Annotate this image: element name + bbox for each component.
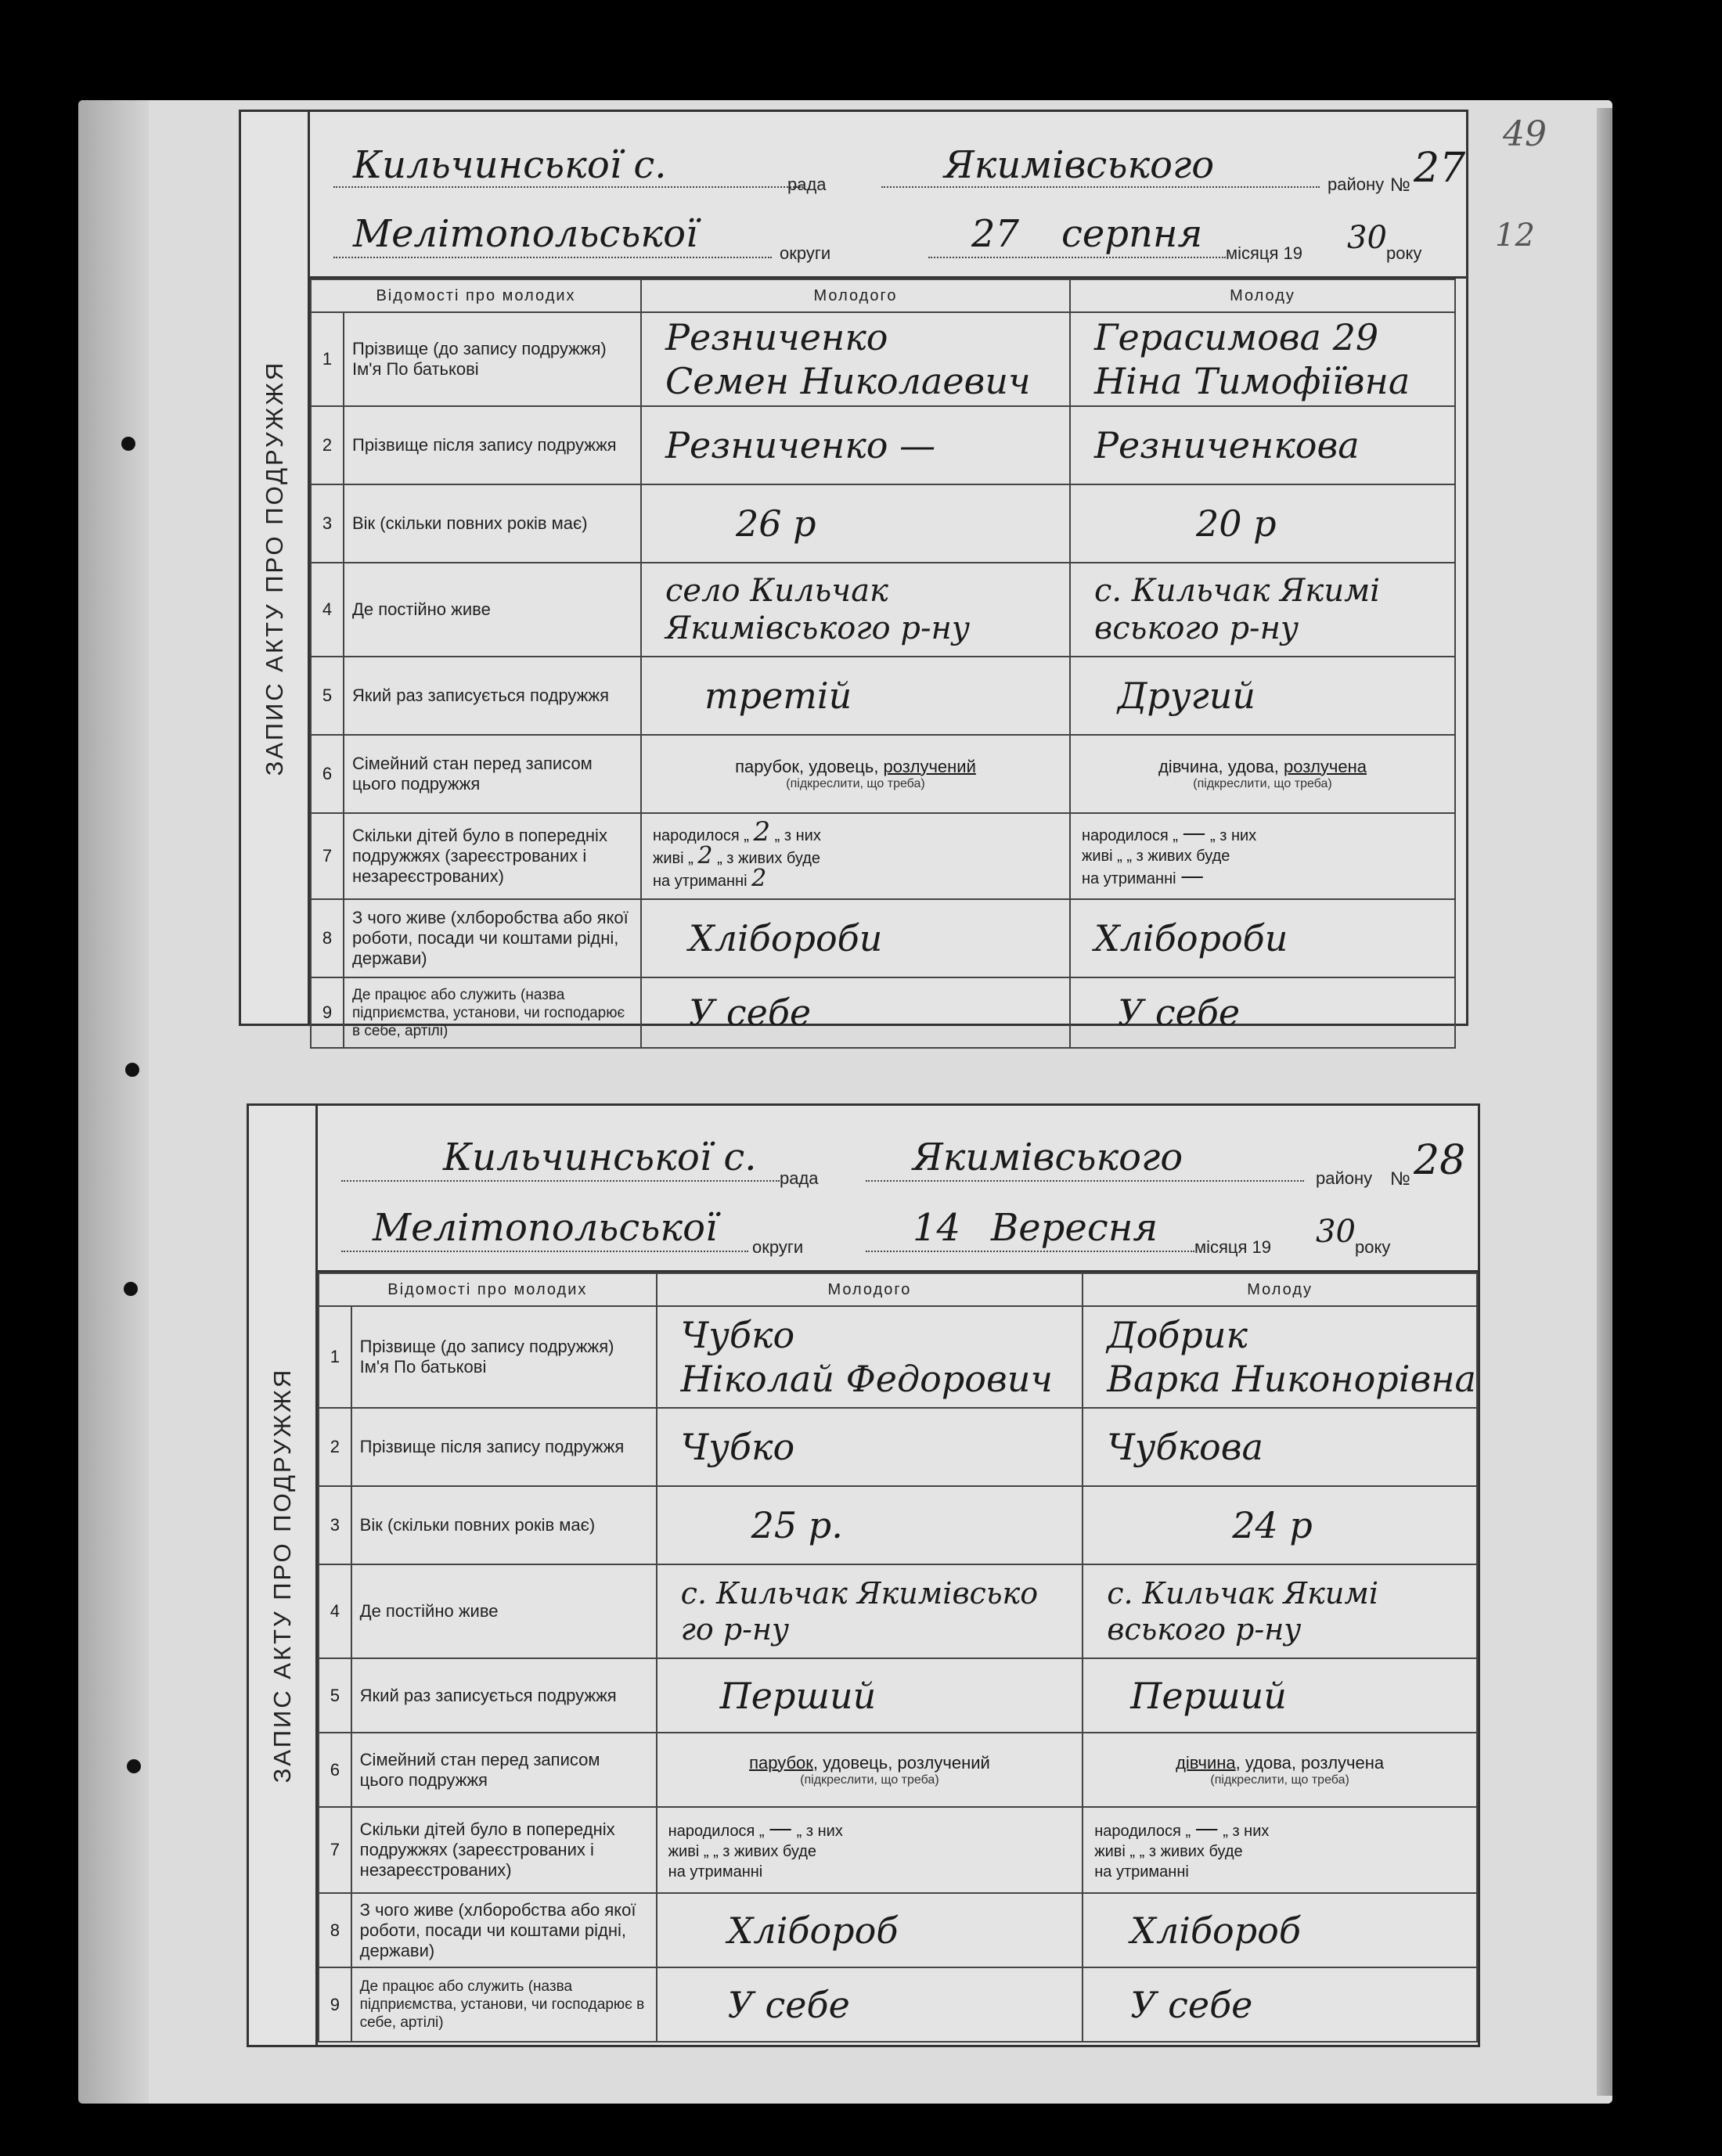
row-label: Де постійно живе — [351, 1564, 657, 1658]
bride-new-surname: Чубкова — [1107, 1426, 1263, 1468]
row-label: З чого живе (хлборобства або якої роботи, посади чи коштами рідні, держави) — [351, 1893, 657, 1967]
number-sign: № — [1390, 1168, 1410, 1190]
row-label: Сімейний стан перед записом цього подружжя — [344, 735, 641, 813]
groom-children: народилося „ — „ з них живі „ „ з живих буде на утриманні — [657, 1807, 1083, 1893]
marriage-record-27 — [239, 110, 1468, 1039]
row-label: Де постійно живе — [344, 563, 641, 657]
col-bride-header: Молоду — [1070, 279, 1455, 312]
col-info-header: Відомості про молодих — [311, 279, 641, 312]
raion-label: району — [1328, 175, 1385, 194]
bride-residence: с. Кильчак Якимі — [1107, 1576, 1379, 1611]
number-sign: № — [1390, 175, 1410, 196]
groom-given-name: Ніколай Федорович — [680, 1358, 1054, 1400]
row-label: Вік (скільки повних років має) — [344, 484, 641, 563]
col-groom-header: Молодого — [657, 1273, 1083, 1306]
bride-residence-2: вського р-ну — [1107, 1612, 1302, 1647]
margin-note: 12 — [1495, 218, 1535, 254]
bride-children: народилося „ — „ з них живі „ „ з живих буде на утриманні — — [1070, 813, 1455, 899]
groom-new-surname: Чубко — [680, 1426, 795, 1468]
row-label: Прізвище (до запису подружжя) Ім'я По батькові — [351, 1306, 657, 1408]
row-label: Скільки дітей було в попередніх подружжях (зареєстрованих і незареєстрованих) — [344, 813, 641, 899]
register-page — [78, 100, 1612, 2104]
groom-livelihood: Хлібороби — [689, 917, 883, 959]
row-label: Який раз записується подружжя — [344, 657, 641, 735]
row-label: Який раз записується подружжя — [351, 1658, 657, 1733]
month-value: Вересня — [991, 1206, 1158, 1250]
record-side-title: ЗАПИС АКТУ ПРО ПОДРУЖЖЯ — [241, 112, 310, 1024]
row-label: Прізвище (до запису подружжя) Ім'я По батькові — [344, 312, 641, 406]
record-number: 28 — [1414, 1137, 1466, 1184]
okruh-label: округи — [780, 243, 831, 263]
record-header — [318, 1106, 1478, 1272]
month-year-label: місяця 19 — [1194, 1237, 1272, 1257]
groom-workplace: У себе — [727, 1983, 850, 2026]
groom-status-options: парубок, удовець, розлучений — [735, 757, 976, 776]
binding-hole — [121, 437, 135, 451]
bride-surname: Герасимова 29 — [1094, 316, 1379, 358]
month-value: серпня — [1061, 212, 1203, 256]
bride-residence: с. Кильчак Якимі — [1094, 573, 1381, 609]
binding-hole — [127, 1759, 141, 1773]
groom-children: народилося „ 2 „ з них живі „ 2 „ з живих буде на утриманні 2 — [641, 813, 1070, 899]
groom-livelihood: Хлібороб — [727, 1909, 899, 1952]
record-table: Відомості про молодих Молодого Молоду 1 Прізвище (до запису подружжя) Ім'я По батькові Резниченко Семен Николаевич Герасимова 29 Ніна Тимофіївна 2 Прізвище після запису подружжя Резниченко — Резниченкова 3 Вік (скільки повних років має) 26 р 20 р 4 Де постійно живе село Кильчак Якимівського р-ну с. Кильчак Якимі вського р-ну 5 Який раз записується подружжя третій Другий 6 Сімейний стан перед записом цього подружжя парубок, удовець, розлучений (підкреслити, що треба) дівчина, удова, розлучена (підкреслити, що треба) 7 Скільки дітей було в попередніх подружжях (зареєстрованих і незареєстрованих) народилося „ 2 „ з них живі „ 2 „ з живих буде на утриманні 2 народилося „ — „ з них живі „ „ з живих буде на утриманні — 8 З чого живе (хлборобства або якої роботи, посади чи коштами рідні, держави) Хлібороби Хлібороби 9 Де працює або служить (назва підприємства, установи, чи господарює в себе, артілі) У себе У себе — [310, 279, 1456, 1049]
groom-surname: Чубко — [680, 1314, 795, 1356]
groom-marriage-count: третій — [704, 675, 852, 717]
year-value: 30 — [1347, 220, 1387, 256]
roku-label: року — [1355, 1237, 1391, 1257]
groom-new-surname: Резниченко — — [665, 424, 936, 466]
col-info-header: Відомості про молодих — [319, 1273, 657, 1306]
bride-workplace: У себе — [1130, 1983, 1253, 2026]
record-table: Відомості про молодих Молодого Молоду 1 Прізвище (до запису подружжя) Ім'я По батькові Чубко Ніколай Федорович Добрик Варка Никонорівна 2 Прізвище після запису подружжя Чубко Чубкова 3 Вік (скільки повних років має) 25 р. 24 р 4 Де постійно живе с. Кильчак Якимівсько го р-ну с. Кильчак Якимі вського р-ну 5 Який раз записується подружжя Перший Перший 6 Сімейний стан перед записом цього подружжя парубок, удовець, розлучений (підкреслити, що треба) дівчина, удова, розлучена (підкреслити, що треба) 7 Скільки дітей було в попередніх подружжях (зареєстрованих і незареєстрованих) народилося „ — „ з них живі „ „ з живих буде на утриманні народилося „ — „ з них живі „ „ з живих буде на утриманні 8 З чого живе (хлборобства або якої роботи, посади чи коштами рідні, держави) Хлібороб Хлібороб 9 Де працює або служить (назва підприємства, установи, чи господарює в себе, артілі) У себе У себе — [318, 1272, 1478, 2043]
bride-given-name: Ніна Тимофіївна — [1094, 360, 1410, 402]
district-value: Якимівського — [944, 143, 1215, 187]
bride-livelihood: Хлібороби — [1094, 917, 1288, 959]
raion-label: району — [1316, 1168, 1373, 1188]
groom-workplace: У себе — [689, 992, 812, 1034]
col-groom-header: Молодого — [641, 279, 1070, 312]
groom-age: 26 р — [736, 502, 816, 545]
village-value: Кильчинської с. — [353, 143, 667, 187]
row-label: Сімейний стан перед записом цього подружжя — [351, 1733, 657, 1807]
folio-number: 49 — [1503, 114, 1547, 154]
day-value: 14 — [913, 1206, 961, 1250]
village-value: Кильчинської с. — [443, 1136, 757, 1179]
bride-given-name: Варка Никонорівна — [1107, 1358, 1476, 1400]
row-label: Де працює або служить (назва підприємства, установи, чи господарює в себе, артілі) — [351, 1967, 657, 2042]
bride-workplace: У себе — [1118, 992, 1241, 1034]
groom-residence: с. Кильчак Якимівсько — [680, 1576, 1039, 1611]
row-label: З чого живе (хлборобства або якої роботи, посади чи коштами рідні, держави) — [344, 899, 641, 977]
roku-label: року — [1386, 243, 1422, 263]
bride-status-options: дівчина, удова, розлучена — [1158, 757, 1367, 776]
day-value: 27 — [971, 212, 1020, 256]
marriage-record-28 — [247, 1103, 1480, 2047]
month-year-label: місяця 19 — [1226, 243, 1303, 263]
row-label: Скільки дітей було в попередніх подружжях (зареєстрованих і незареєстрованих) — [351, 1807, 657, 1893]
bride-age: 24 р — [1232, 1504, 1313, 1546]
col-bride-header: Молоду — [1083, 1273, 1477, 1306]
groom-status-options: парубок, удовець, розлучений — [749, 1752, 990, 1773]
bride-residence-2: вського р-ну — [1094, 610, 1299, 646]
row-label: Прізвище після запису подружжя — [351, 1408, 657, 1486]
rada-label: рада — [780, 1168, 819, 1188]
bride-status-options: дівчина, удова, розлучена — [1176, 1752, 1385, 1773]
rada-label: рада — [787, 175, 827, 194]
groom-surname: Резниченко — [665, 316, 888, 358]
row-label: Вік (скільки повних років має) — [351, 1486, 657, 1564]
binding-hole — [125, 1063, 139, 1077]
groom-age: 25 р. — [751, 1504, 843, 1546]
okruh-value: Мелітопольської — [373, 1206, 718, 1250]
record-side-title: ЗАПИС АКТУ ПРО ПОДРУЖЖЯ — [249, 1106, 318, 2045]
bride-marriage-count: Перший — [1130, 1674, 1287, 1717]
groom-residence-2: го р-ну — [680, 1612, 790, 1647]
record-number: 27 — [1414, 145, 1466, 192]
bride-children: народилося „ — „ з них живі „ „ з живих буде на утриманні — [1083, 1807, 1477, 1893]
groom-given-name: Семен Николаевич — [665, 360, 1031, 402]
okruh-value: Мелітопольської — [353, 212, 698, 256]
bride-new-surname: Резниченкова — [1094, 424, 1360, 466]
bride-marriage-count: Другий — [1118, 675, 1256, 717]
binding-hole — [124, 1282, 138, 1296]
groom-residence: село Кильчак — [665, 573, 888, 609]
record-header — [310, 112, 1466, 279]
row-label: Прізвище після запису подружжя — [344, 406, 641, 484]
bride-surname: Добрик — [1107, 1314, 1248, 1356]
bride-livelihood: Хлібороб — [1130, 1909, 1301, 1952]
row-label: Де працює або служить (назва підприємства, установи, чи господарює в себе, артілі) — [344, 977, 641, 1048]
groom-residence-2: Якимівського р-ну — [665, 610, 971, 646]
district-value: Якимівського — [913, 1136, 1183, 1179]
groom-marriage-count: Перший — [719, 1674, 877, 1717]
bride-age: 20 р — [1196, 502, 1277, 545]
year-value: 30 — [1316, 1214, 1356, 1250]
okruh-label: округи — [752, 1237, 804, 1257]
